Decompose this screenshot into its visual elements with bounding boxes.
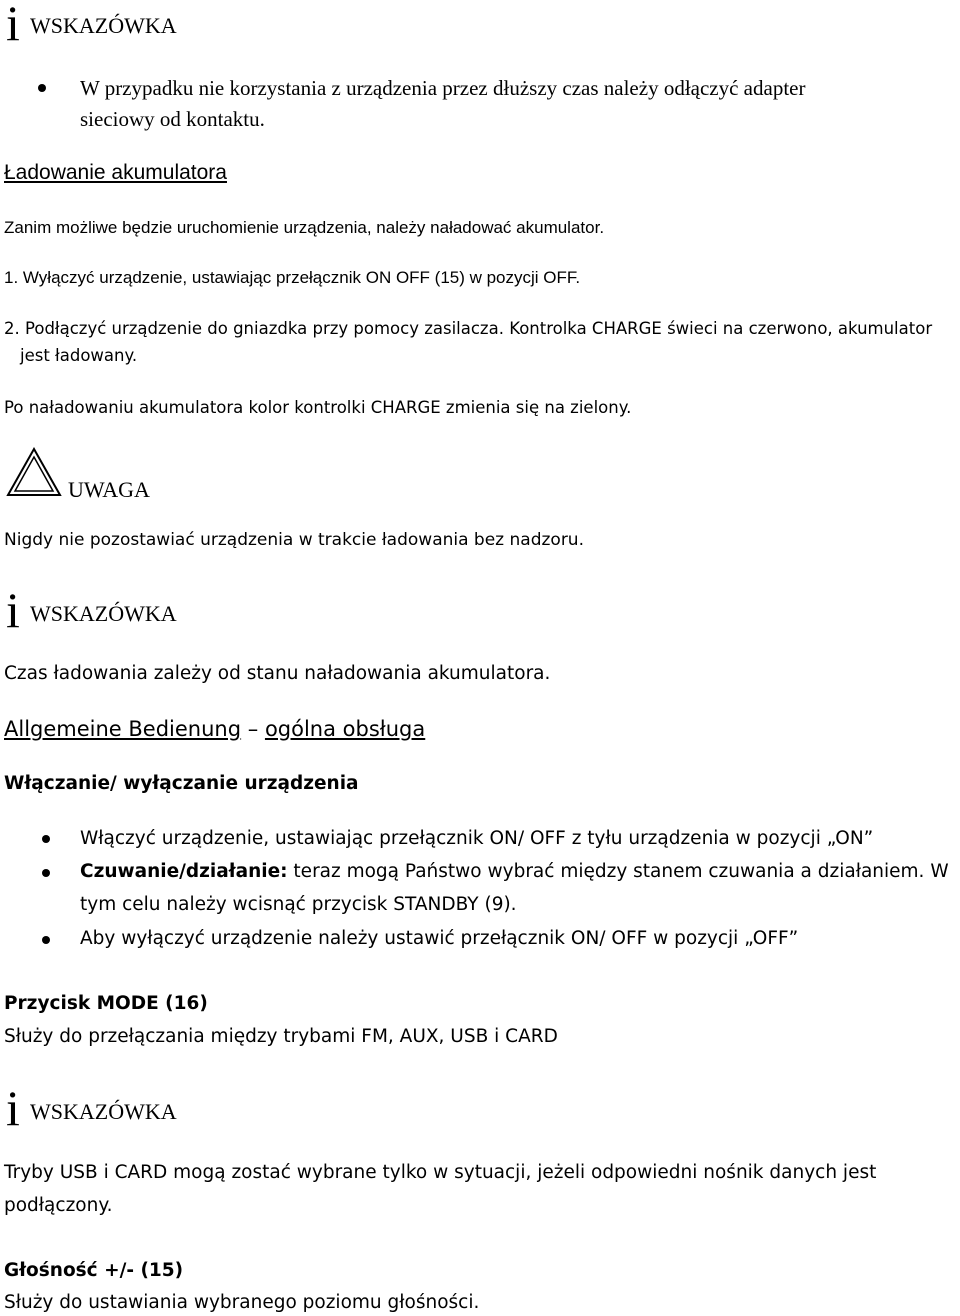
paragraph: Służy do ustawiania wybranego poziomu głośności. xyxy=(4,1292,480,1313)
bullet-icon xyxy=(42,869,50,877)
tip-text: sieciowy od kontaktu. xyxy=(80,107,265,131)
tip-text: Czas ładowania zależy od stanu naładowania akumulatora. xyxy=(4,663,551,684)
list-item: Włączyć urządzenie, ustawiając przełącznik ON/ OFF z tyłu urządzenia w pozycji „ON” xyxy=(80,828,874,849)
list-item xyxy=(80,861,949,882)
step-1: 1. Wyłączyć urządzenie, ustawiając przełącznik ON OFF (15) w pozycji OFF. xyxy=(4,268,581,287)
subsection-heading: Włączanie/ wyłączanie urządzenia xyxy=(4,773,359,794)
list-item: Aby wyłączyć urządzenie należy ustawić przełącznik ON/ OFF w pozycji „OFF” xyxy=(80,928,799,949)
list-item-bold: Czuwanie/działanie: xyxy=(80,861,288,882)
paragraph: Zanim możliwe będzie uruchomienie urządzenia, należy naładować akumulator. xyxy=(4,218,605,237)
bullet-icon xyxy=(42,936,50,944)
subsection-heading: Przycisk MODE (16) xyxy=(4,993,208,1014)
paragraph: Po naładowaniu akumulatora kolor kontrolki CHARGE zmienia się na zielony. xyxy=(4,398,632,417)
warning-label: UWAGA xyxy=(68,477,150,502)
bullet-icon xyxy=(38,84,46,92)
heading-part-1: Allgemeine Bedienung xyxy=(4,717,242,741)
tip-label: WSKAZÓWKA xyxy=(30,13,177,38)
paragraph: Służy do przełączania między trybami FM, AUX, USB i CARD xyxy=(4,1026,558,1047)
step-2-cont: jest ładowany. xyxy=(20,346,138,365)
subsection-heading: Głośność +/- (15) xyxy=(4,1260,184,1281)
tip-label: WSKAZÓWKA xyxy=(30,1099,177,1124)
step-2: 2. Podłączyć urządzenie do gniazdka przy pomocy zasilacza. Kontrolka CHARGE świeci na czerwono, akumulator xyxy=(4,319,933,338)
warning-text: Nigdy nie pozostawiać urządzenia w trakcie ładowania bez nadzoru. xyxy=(4,530,584,550)
list-item-cont: tym celu należy wcisnąć przycisk STANDBY (9). xyxy=(80,894,517,915)
heading-part-2: ogólna obsługa xyxy=(264,717,426,741)
info-icon: i xyxy=(6,1080,20,1136)
warning-triangle-icon xyxy=(6,447,62,497)
bullet-icon xyxy=(42,835,50,843)
info-icon: i xyxy=(6,0,20,51)
info-icon: i xyxy=(6,582,20,638)
section-heading: Ładowanie akumulatora xyxy=(4,161,227,184)
tip-text: podłączony. xyxy=(4,1195,113,1216)
tip-text: Tryby USB i CARD mogą zostać wybrane tylko w sytuacji, jeżeli odpowiedni nośnik danych jest xyxy=(4,1162,877,1183)
list-item-text: teraz mogą Państwo wybrać między stanem czuwania a działaniem. W xyxy=(287,861,949,882)
tip-label: WSKAZÓWKA xyxy=(30,601,177,626)
heading-dash: – xyxy=(241,717,265,741)
section-heading xyxy=(4,717,425,741)
tip-text: W przypadku nie korzystania z urządzenia przez dłuższy czas należy odłączyć adapter xyxy=(80,76,806,100)
